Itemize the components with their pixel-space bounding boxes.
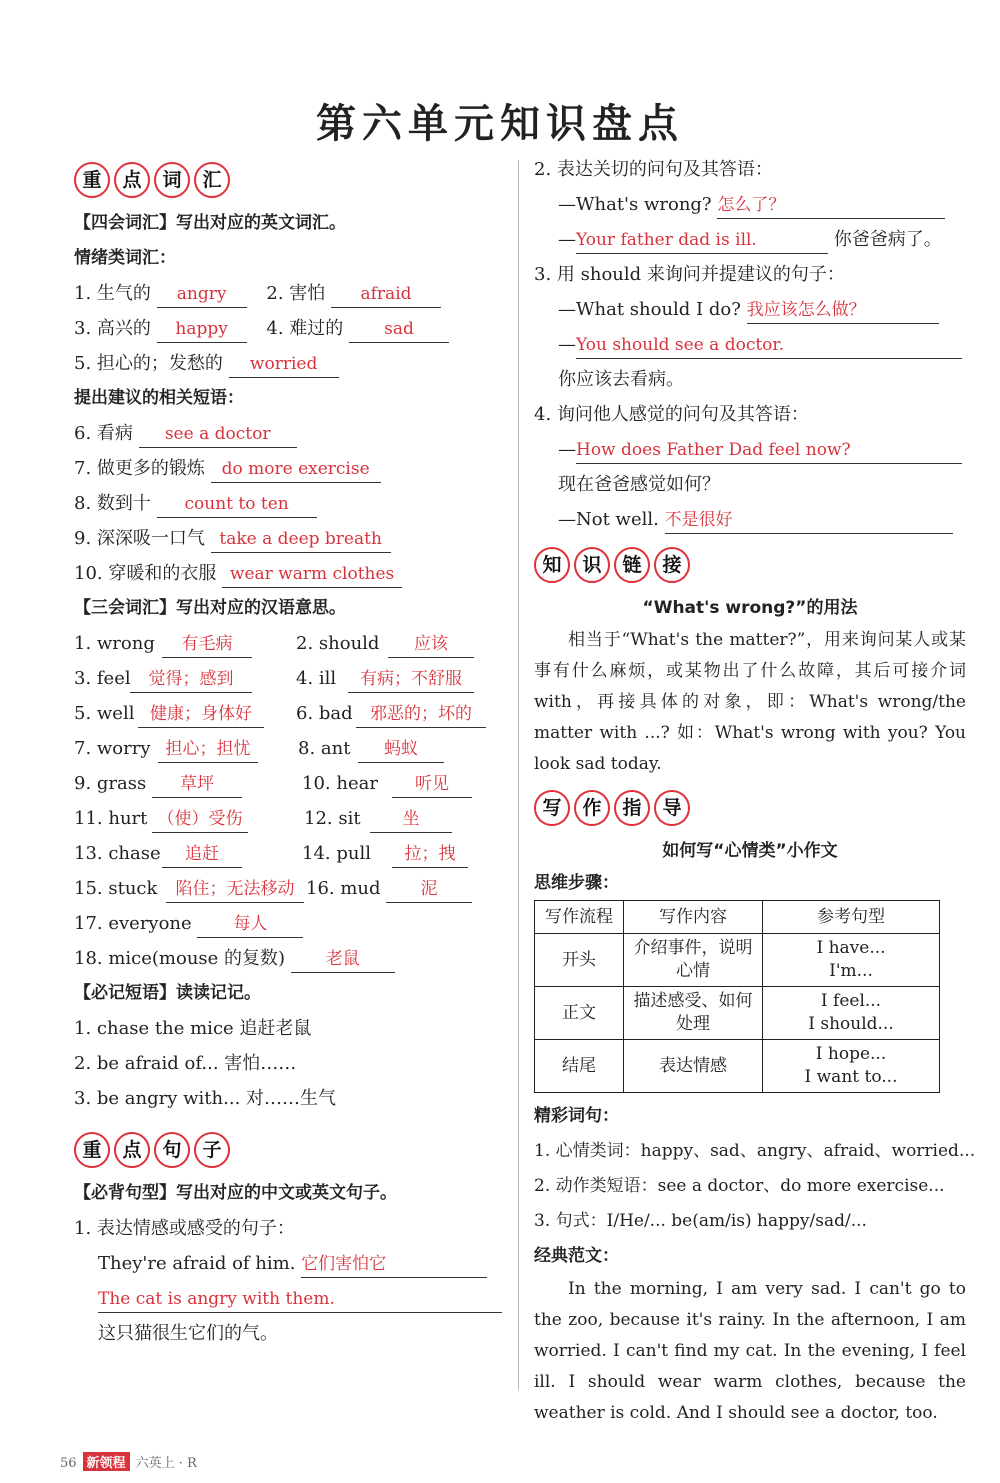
subsection-title: 如何写“心情类”小作文	[662, 841, 838, 861]
sentence-row: —What's wrong? 怎么了？	[534, 187, 966, 222]
answer-blank[interactable]: 健康；身体好	[138, 701, 264, 728]
answer-blank[interactable]: You should see a doctor.	[576, 332, 962, 359]
answer-blank[interactable]: 老鼠	[291, 946, 395, 973]
table-row: 结尾 表达情感 I hope... I want to...	[535, 1040, 940, 1093]
subsection-title: “What's wrong?”的用法	[642, 598, 858, 618]
answer-blank[interactable]: 追赶	[162, 841, 242, 868]
table-row: 正文 描述感受、如何处理 I feel... I should...	[535, 987, 940, 1040]
phrase-item: 2. be afraid of... 害怕……	[74, 1053, 297, 1074]
usage-paragraph: 相当于“What's the matter?”，用来询问某人或某事有什么麻烦，或某物出了什么故障，其后可接介词 with，再接具体的对象，即：What's wrong/the matter with ...? 如：What's wrong with you? You look sad today.	[534, 630, 966, 774]
good-word-item: 1. 心情类词：happy、sad、angry、afraid、worried...	[534, 1141, 976, 1161]
emotion-header: 情绪类词汇：	[74, 248, 176, 268]
answer-blank[interactable]: 有病；不舒服	[348, 666, 474, 693]
answer-blank[interactable]: 坐	[370, 806, 452, 833]
steps-label: 思维步骤：	[534, 873, 619, 893]
sentence-translation: 现在爸爸感觉如何？	[558, 474, 720, 495]
answer-blank[interactable]: 邪恶的；坏的	[356, 701, 486, 728]
answer-blank[interactable]: afraid	[331, 281, 441, 308]
meaning-row: 11. hurt （使）受伤 12. sit 坐	[74, 801, 506, 836]
section-header-knowledge-link: 知 识 链 接	[534, 543, 966, 587]
answer-blank[interactable]: 陷住；无法移动	[166, 876, 304, 903]
meaning-row: 3. feel 觉得；感到 4. ill 有病；不舒服	[74, 661, 506, 696]
page-footer	[60, 1452, 197, 1471]
meaning-row: 13. chase 追赶 14. pull 拉；拽	[74, 836, 506, 871]
answer-blank[interactable]: 有毛病	[162, 631, 252, 658]
good-words-label: 精彩词句：	[534, 1106, 619, 1126]
answer-blank[interactable]: 泥	[386, 876, 472, 903]
table-row: 开头 介绍事件，说明心情 I have... I'm...	[535, 934, 940, 987]
sentence-translation: 你应该去看病。	[558, 369, 684, 390]
meaning-row: 1. wrong 有毛病 2. should 应该	[74, 626, 506, 661]
answer-blank[interactable]: 草坪	[152, 771, 242, 798]
answer-blank[interactable]: （使）受伤	[152, 806, 248, 833]
table-header: 写作内容	[624, 901, 763, 934]
section-header-key-sentences: 重 点 句 子	[74, 1128, 506, 1172]
publisher-logo: 新领程	[83, 1452, 130, 1471]
page-title: 第六单元知识盘点	[316, 101, 684, 147]
sentence-row: —What should I do? 我应该怎么做？	[534, 292, 966, 327]
phrase-row: 7. 做更多的锻炼 do more exercise	[74, 451, 506, 486]
answer-blank[interactable]: How does Father Dad feel now?	[576, 437, 962, 464]
answer-blank[interactable]: happy	[157, 316, 247, 343]
answer-blank[interactable]: 应该	[388, 631, 474, 658]
sentence-row: —You should see a doctor.	[534, 327, 966, 362]
phrase-row: 10. 穿暖和的衣服 wear warm clothes	[74, 556, 506, 591]
answer-blank[interactable]: 拉；拽	[392, 841, 468, 868]
grade-label: 六英上 · R	[135, 1456, 197, 1471]
right-column	[534, 152, 976, 1429]
three-skill-header: 【三会词汇】写出对应的汉语意思。	[74, 598, 346, 618]
good-word-item: 2. 动作类短语：see a doctor、do more exercise...	[534, 1176, 945, 1196]
phrase-item: 1. chase the mice 追赶老鼠	[74, 1018, 312, 1039]
sentence-row: They're afraid of him. 它们害怕它	[74, 1246, 506, 1281]
answer-blank[interactable]: wear warm clothes	[222, 561, 402, 588]
meaning-row: 7. worry 担心；担忧 8. ant 蚂蚁	[74, 731, 506, 766]
good-word-item: 3. 句式：I/He/... be(am/is) happy/sad/...	[534, 1211, 867, 1231]
vocab-row: 1. 生气的 angry 2. 害怕 afraid	[74, 276, 506, 311]
sentence-item: 2. 表达关切的问句及其答语：	[534, 159, 773, 180]
sentence-row: —Not well. 不是很好	[534, 502, 966, 537]
sentence-row: —Your father dad is ill. 你爸爸病了。	[534, 222, 966, 257]
answer-blank[interactable]: count to ten	[157, 491, 317, 518]
section-header-key-words: 重 点 词 汇	[74, 158, 506, 202]
answer-blank[interactable]: worried	[229, 351, 339, 378]
sentence-translation: 这只猫很生它们的气。	[98, 1323, 278, 1344]
meaning-row: 9. grass 草坪 10. hear 听见	[74, 766, 506, 801]
sentence-item: 3. 用 should 来询问并提建议的句子：	[534, 264, 845, 285]
sentence-row: —How does Father Dad feel now?	[534, 432, 966, 467]
left-column	[74, 152, 506, 1351]
answer-blank[interactable]: 我应该怎么做？	[747, 297, 939, 324]
answer-blank[interactable]: angry	[157, 281, 247, 308]
model-essay: In the morning, I am very sad. I can't go to the zoo, because it's rainy. In the afternoon, I am worried. I can't find my cat. In the evening, I feel ill. I should wear warm clothes, because the weather is cold. And I should see a doctor, too.	[534, 1279, 966, 1423]
column-divider	[518, 160, 519, 1390]
meaning-row: 18. mice(mouse 的复数) 老鼠	[74, 941, 506, 976]
sentence-item: 1. 表达情感或感受的句子：	[74, 1218, 295, 1239]
phrase-row: 9. 深深吸一口气 take a deep breath	[74, 521, 506, 556]
answer-blank[interactable]: 觉得；感到	[130, 666, 252, 693]
table-header: 参考句型	[763, 901, 940, 934]
must-remember-header: 【必记短语】读读记记。	[74, 983, 261, 1003]
meaning-row: 15. stuck 陷住；无法移动 16. mud 泥	[74, 871, 506, 906]
answer-blank[interactable]: see a doctor	[139, 421, 297, 448]
answer-blank[interactable]: 每人	[197, 911, 303, 938]
meaning-row: 5. well 健康；身体好 6. bad 邪恶的；坏的	[74, 696, 506, 731]
answer-blank[interactable]: 担心；担忧	[158, 736, 258, 763]
vocab-row: 5. 担心的；发愁的 worried	[74, 346, 506, 381]
answer-blank[interactable]: sad	[349, 316, 449, 343]
model-essay-label: 经典范文：	[534, 1246, 619, 1266]
answer-blank[interactable]: 它们害怕它	[301, 1251, 487, 1278]
phrase-row: 8. 数到十 count to ten	[74, 486, 506, 521]
page-number: 56	[60, 1456, 77, 1471]
answer-blank[interactable]: 不是很好	[665, 507, 953, 534]
sentence-item: 4. 询问他人感觉的问句及其答语：	[534, 404, 809, 425]
answer-blank[interactable]: 蚂蚁	[358, 736, 444, 763]
answer-blank[interactable]: take a deep breath	[211, 526, 391, 553]
section-header-writing-guide: 写 作 指 导	[534, 786, 966, 830]
sentence-header: 【必背句型】写出对应的中文或英文句子。	[74, 1183, 397, 1203]
phrase-item: 3. be angry with... 对……生气	[74, 1088, 337, 1109]
table-header: 写作流程	[535, 901, 624, 934]
answer-blank[interactable]: 听见	[392, 771, 472, 798]
four-skill-header: 【四会词汇】写出对应的英文词汇。	[74, 213, 346, 233]
meaning-row: 17. everyone 每人	[74, 906, 506, 941]
answer-blank[interactable]: Your father dad is ill.	[576, 227, 828, 254]
answer-blank[interactable]: 怎么了？	[717, 192, 945, 219]
phrase-row: 6. 看病 see a doctor	[74, 416, 506, 451]
sentence-row	[74, 1281, 506, 1316]
advice-header: 提出建议的相关短语：	[74, 388, 244, 408]
writing-table	[534, 900, 940, 1093]
answer-blank[interactable]: The cat is angry with them.	[98, 1286, 502, 1313]
vocab-row: 3. 高兴的 happy 4. 难过的 sad	[74, 311, 506, 346]
answer-blank[interactable]: do more exercise	[211, 456, 381, 483]
